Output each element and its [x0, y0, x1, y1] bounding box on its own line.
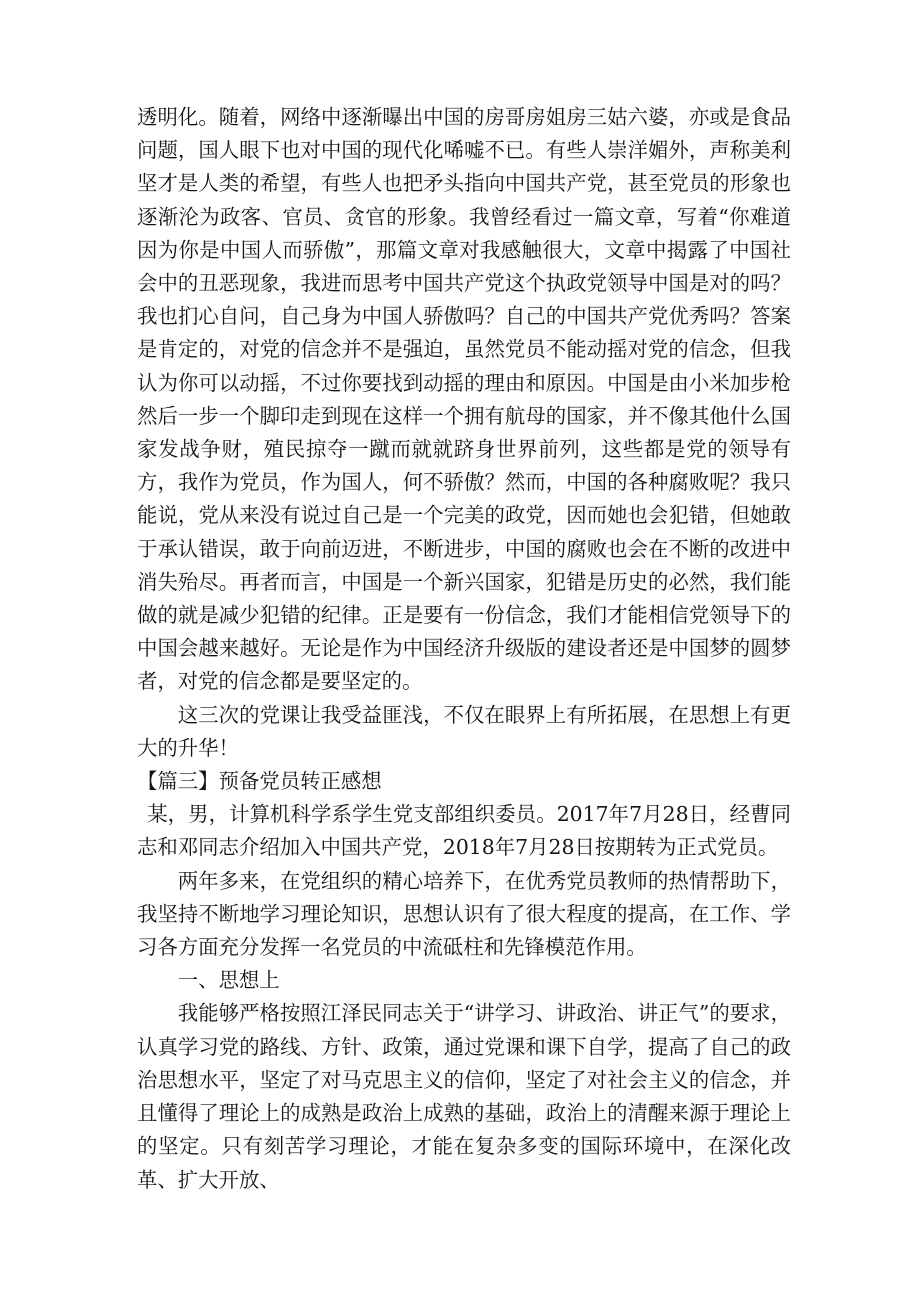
section-heading: 【篇三】预备党员转正感想 [137, 769, 382, 794]
paragraph-two-years: 两年多来，在党组织的精心培养下，在优秀党员教师的热情帮助下，我坚持不断地学习理论知识，思想认识有了很大程度的提高，在工作、学习各方面充分发挥一名党员的中流砥柱和先锋模范作用。 [137, 868, 791, 960]
paragraph-member-intro: 某，男，计算机科学系学生党支部组织委员。2017年7月28日，经曹同志和邓同志介绍加入中国共产党，2018年7月28日按期转为正式党员。 [137, 802, 791, 860]
subheading-ideology: 一、思想上 [177, 968, 280, 993]
paragraph-ideology: 我能够严格按照江泽民同志关于“讲学习、讲政治、讲正气”的要求，认真学习党的路线、方针、政策，通过党课和课下自学，提高了自己的政治思想水平，坚定了对马克思主义的信仰，坚定了对社会主义的信念，并且懂得了理论上的成熟是政治上成熟的基础，政治上的清醒来源于理论上的坚定。只有刻苦学习理论，才能在复杂多变的国际环境中，在深化改革、扩大开放、 [137, 1001, 791, 1192]
document-page [137, 101, 791, 1197]
paragraph-party-lesson-summary: 这三次的党课让我受益匪浅，不仅在眼界上有所拓展，在思想上有更大的升华！ [137, 702, 791, 760]
paragraph-continuation: 透明化。随着，网络中逐渐曝出中国的房哥房姐房三姑六婆，亦或是食品问题，国人眼下也对中国的现代化唏嘘不已。有些人崇洋媚外，声称美利坚才是人类的希望，有些人也把矛头指向中国共产党，甚至党员的形象也逐渐沦为政客、官员、贪官的形象。我曾经看过一篇文章，写着“你难道因为你是中国人而骄傲”，那篇文章对我感触很大，文章中揭露了中国社会中的丑恶现象，我进而思考中国共产党这个执政党领导中国是对的吗？我也扪心自问，自己身为中国人骄傲吗？自己的中国共产党优秀吗？答案是肯定的，对党的信念并不是强迫，虽然党员不能动摇对党的信念，但我认为你可以动摇，不过你要找到动摇的理由和原因。中国是由小米加步枪然后一步一个脚印走到现在这样一个拥有航母的国家，并不像其他什么国家发战争财，殖民掠夺一蹴而就就跻身世界前列，这些都是党的领导有方，我作为党员，作为国人，何不骄傲？然而，中国的各种腐败呢？我只能说，党从来没有说过自己是一个完美的政党，因而她也会犯错，但她敢于承认错误，敢于向前迈进，不断进步，中国的腐败也会在不断的改进中消失殆尽。再者而言，中国是一个新兴国家，犯错是历史的必然，我们能做的就是减少犯错的纪律。正是要有一份信念，我们才能相信党领导下的中国会越来越好。无论是作为中国经济升级版的建设者还是中国梦的圆梦者，对党的信念都是要坚定的。 [137, 105, 791, 694]
